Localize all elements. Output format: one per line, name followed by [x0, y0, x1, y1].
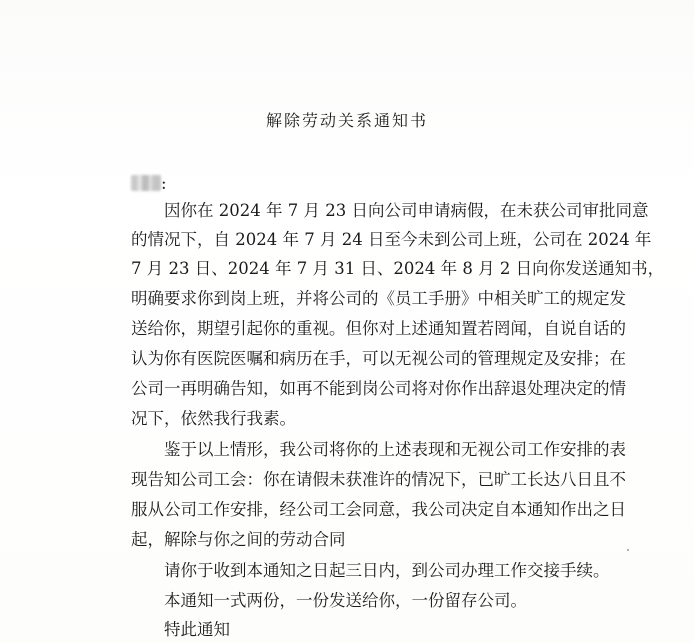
paragraph-line: 况下，依然我行我素。 [131, 409, 296, 428]
paragraph-line: 送给你，期望引起你的重视。但你对上述通知置若罔闻，自说自话的 [131, 319, 626, 338]
document-title: 解除劳动关系通知书 [265, 111, 428, 130]
paragraph-line: 起，解除与你之间的劳动合同 [131, 530, 346, 549]
scan-speck [627, 549, 629, 551]
paragraph-line: 服从公司工作安排，经公司工会同意，我公司决定自本通知作出之日 [131, 500, 626, 519]
salutation-colon: : [161, 174, 167, 193]
paragraph-line: 7 月 23 日、2024 年 7 月 31 日、2024 年 8 月 2 日向你发送通知书， [131, 259, 665, 278]
paragraph-line: 请你于收到本通知之日起三日内，到公司办理工作交接手续。 [164, 561, 610, 580]
redacted-name [131, 175, 161, 191]
paragraph-line: 明确要求你到岗上班，并将公司的《员工手册》中相关旷工的规定发 [131, 289, 626, 308]
paragraph-line: 本通知一式两份，一份发送给你，一份留存公司。 [164, 591, 527, 610]
paragraph-line: 现告知公司工会：你在请假未获准许的情况下，已旷工长达八日且不 [131, 470, 626, 489]
paragraph-line: 因你在 2024 年 7 月 23 日向公司申请病假，在未获公司审批同意 [164, 201, 649, 220]
paragraph-line: 公司一再明确告知，如再不能到岗公司将对你作出辞退处理决定的情 [131, 379, 626, 398]
closing-line: 特此通知 [164, 620, 230, 639]
salutation [131, 173, 167, 195]
paragraph-line: 认为你有医院医嘱和病历在手，可以无视公司的管理规定及安排；在 [131, 349, 626, 368]
paragraph-line: 鉴于以上情形，我公司将你的上述表现和无视公司工作安排的表 [164, 440, 626, 459]
paragraph-line: 的情况下，自 2024 年 7 月 24 日至今未到公司上班，公司在 2024 年 [131, 230, 652, 249]
